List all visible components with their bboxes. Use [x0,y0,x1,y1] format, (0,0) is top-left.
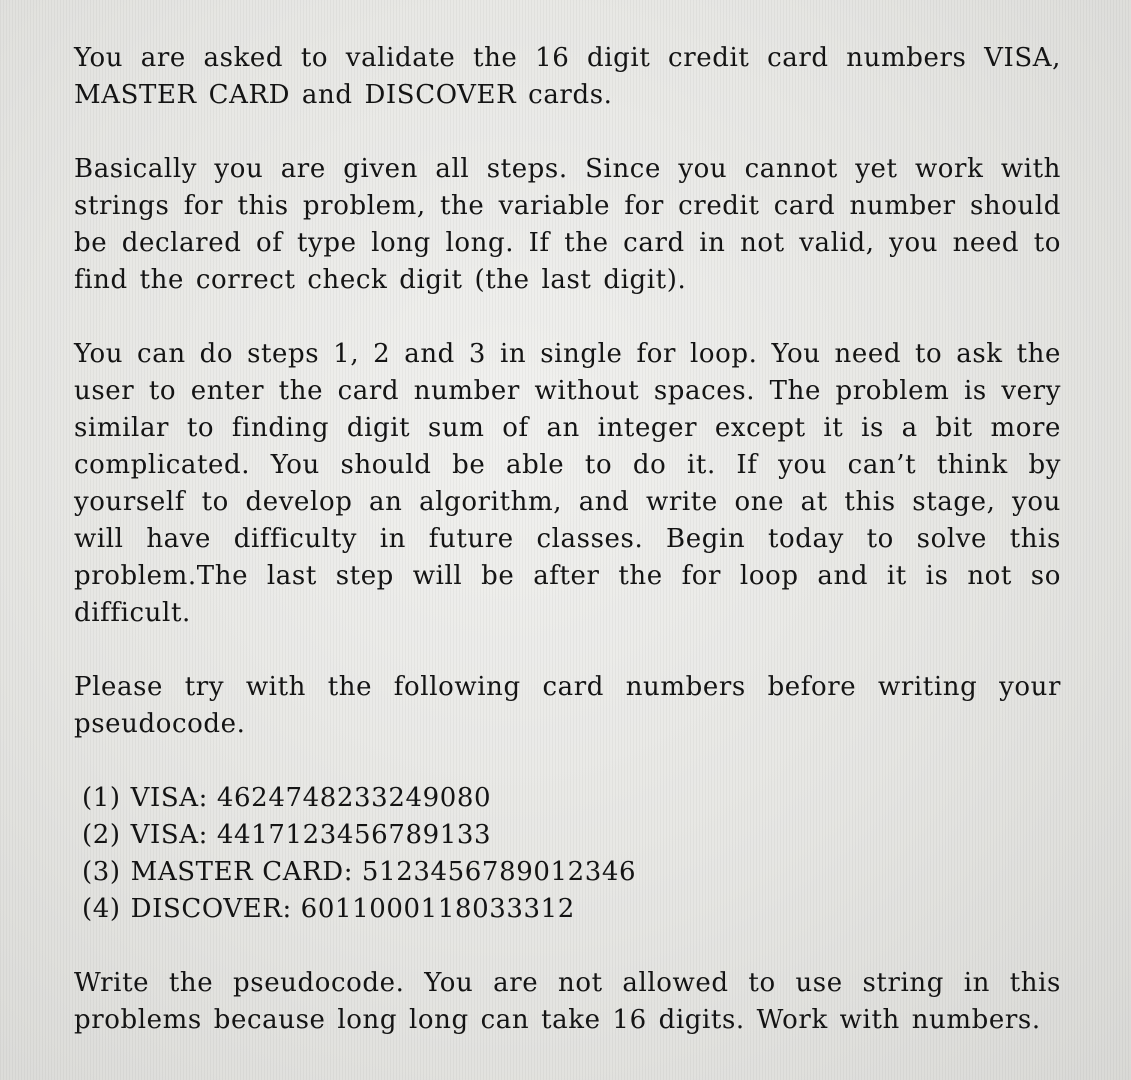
list-item-text: VISA: 4624748233249080 [130,783,492,813]
list-item-number: (3) [82,857,121,887]
algorithm-paragraph: You can do steps 1, 2 and 3 in single for loop. You need to ask the user to enter the card number without spaces. The problem is very similar to finding digit sum of an integer except it is a bit more complicated. You should be able to do it. If you can’t think by yourself to develop an algorithm, and write one at this stage, you will have difficulty in future classes. Begin today to solve this problem.The last step will be after the for loop and it is not so difficult. [74,339,1061,628]
pseudocode-paragraph: Write the pseudocode. You are not allowed to use string in this problems because long long can take 16 digits. Work with numbers. [74,968,1061,1035]
list-item-text: VISA: 4417123456789133 [130,820,492,850]
list-item-number: (2) [82,820,121,850]
list-item [82,854,1061,891]
list-item-text: DISCOVER: 6011000118033312 [130,894,575,924]
list-item [82,891,1061,928]
instructions-paragraph: Basically you are given all steps. Since you cannot yet work with strings for this problem, the variable for credit card number should be declared of type long long. If the card in not valid, you need to find the correct check digit (the last digit). [74,154,1061,295]
list-item-number: (1) [82,783,121,813]
try-cards-paragraph: Please try with the following card numbers before writing your pseudocode. [74,672,1061,739]
list-item-number: (4) [82,894,121,924]
intro-paragraph: You are asked to validate the 16 digit credit card numbers VISA, MASTER CARD and DISCOVER cards. [74,43,1061,110]
list-item-text: MASTER CARD: 5123456789012346 [130,857,637,887]
card-number-list [74,780,1061,928]
list-item [82,780,1061,817]
list-item [82,817,1061,854]
